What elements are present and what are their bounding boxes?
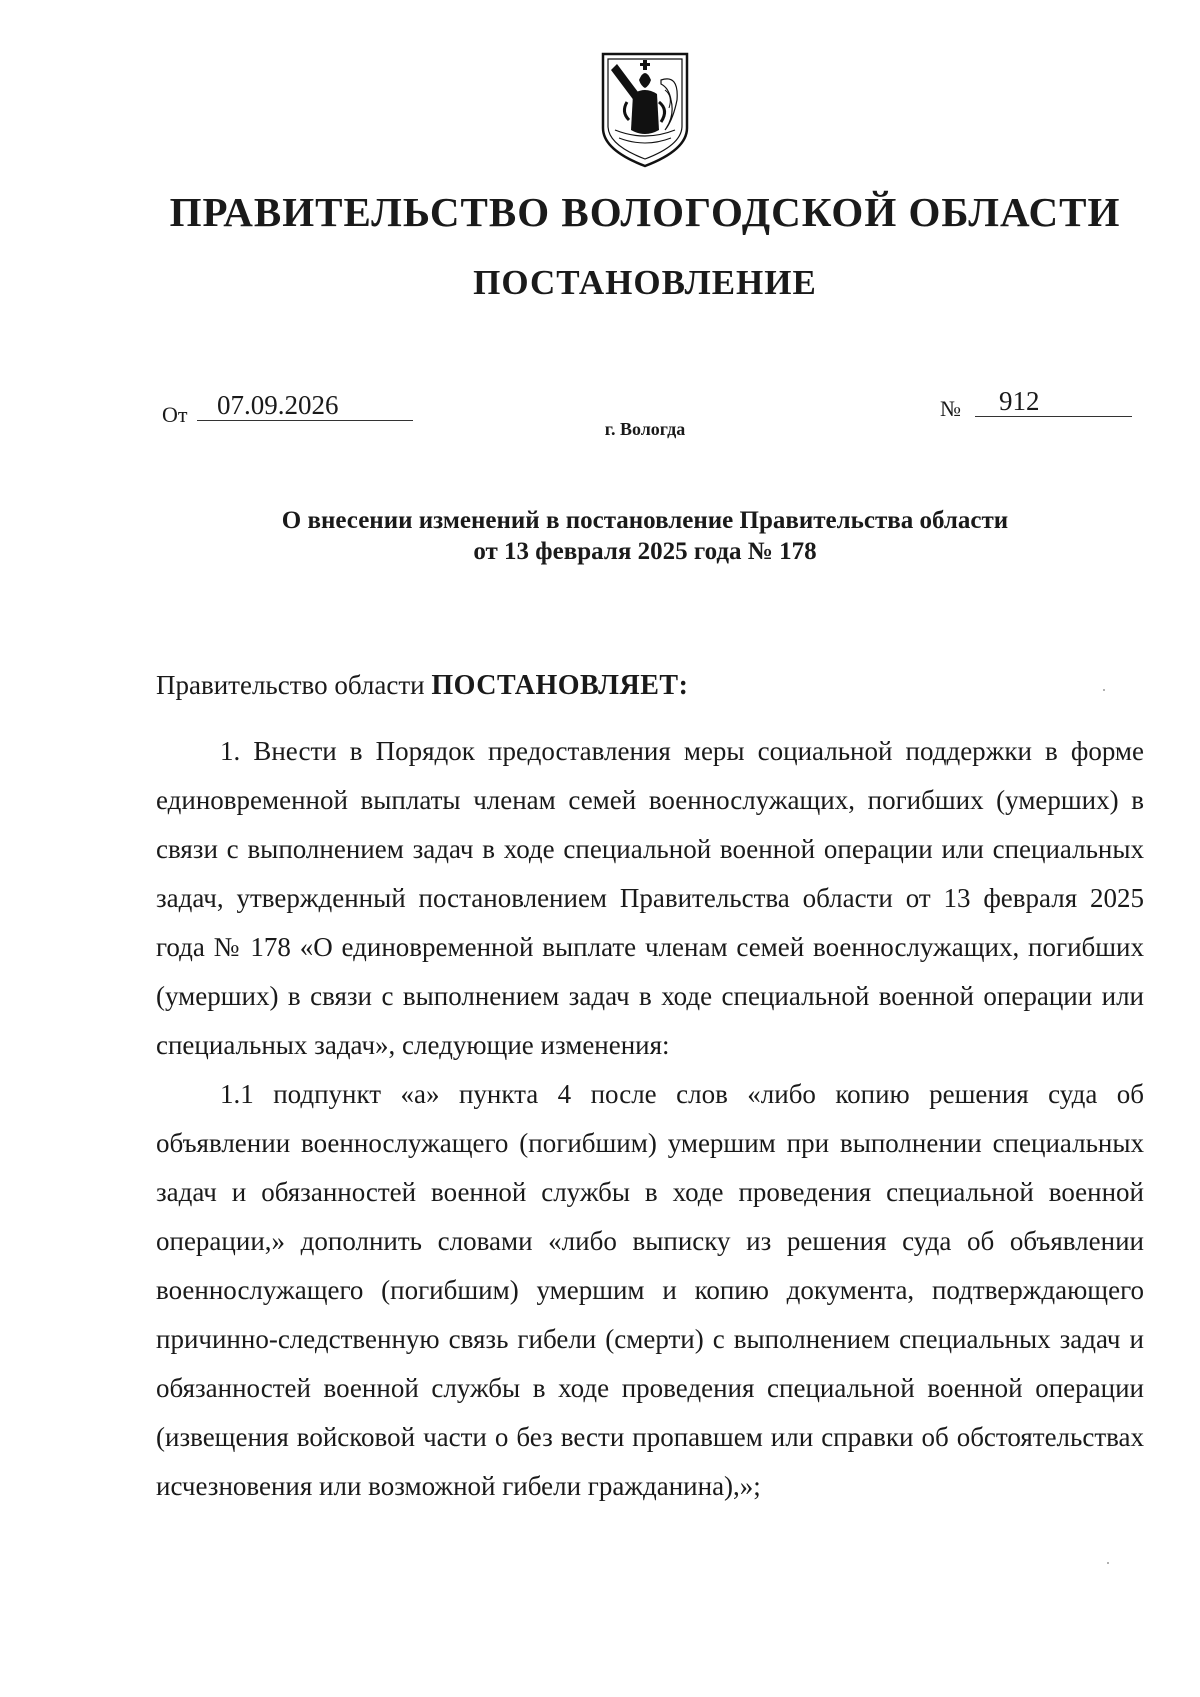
document-number: 912: [975, 386, 1132, 417]
preamble-text: Правительство области: [156, 670, 425, 700]
scan-speck: [1107, 1562, 1109, 1564]
number-prefix: №: [940, 396, 961, 421]
coat-of-arms-icon: [599, 50, 691, 168]
subject-line-1: О внесении изменений в постановление Правительства области: [281, 507, 1009, 534]
city-label: г. Вологда: [604, 419, 686, 439]
scan-speck: [1103, 689, 1105, 691]
paragraph-1: 1. Внести в Порядок предоставления меры социальной поддержки в форме единовременной выплаты членам семей военнослужащих, погибших (умерших) в связи с выполнением задач в ходе специальной военной операции или специальных задач, утвержденный постановлением Правительства области от 13 февраля 2025 года № 178 «О единовременной выплате членам семей военнослужащих, погибших (умерших) в связи с выполнением задач в ходе специальной военной операции или специальных задач», следующие изменения:: [156, 736, 1144, 1060]
paragraph-1-1: 1.1 подпункт «а» пункта 4 после слов «либо копию решения суда об объявлении военнослужащего (погибшим) умершим при выполнении специальных задач и обязанностей военной службы в ходе проведения специальной военной операции,» дополнить словами «либо выписку из решения суда об объявлении военнослужащего (погибшим) умершим и копию документа, подтверждающего причинно-следственную связь гибели (смерти) с выполнением специальных задач и обязанностей военной службы в ходе проведения специальной военной операции (извещения войсковой части о без вести пропавшем или справки об обстоятельствах исчезновения или возможной гибели гражданина),»;: [156, 1079, 1144, 1501]
preamble: [156, 670, 688, 702]
government-title: ПРАВИТЕЛЬСТВО ВОЛОГОДСКОЙ ОБЛАСТИ: [169, 189, 1121, 235]
document-subject: [0, 505, 1200, 567]
date-prefix: От: [162, 402, 188, 427]
document-type: ПОСТАНОВЛЕНИЕ: [473, 263, 817, 302]
document-date: 07.09.2026: [197, 390, 413, 421]
preamble-decree: ПОСТАНОВЛЯЕТ:: [431, 670, 689, 701]
subject-line-2: от 13 февраля 2025 года № 178: [473, 538, 817, 565]
document-body: [156, 727, 1144, 1511]
